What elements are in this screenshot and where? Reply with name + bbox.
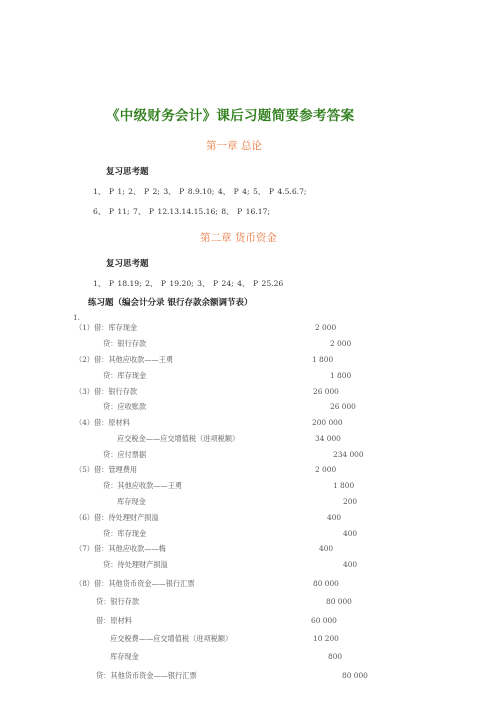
entry-7-debit-amount: 400: [319, 544, 334, 553]
entry-2-debit-amount: 1 800: [312, 355, 334, 364]
entry-5-debit-amount: 2 000: [315, 465, 337, 474]
entry-5-debit: （5）借：管理费用: [75, 465, 138, 474]
entry-9-debit-tax-amount: 10 200: [313, 634, 339, 643]
entry-3-credit: 贷：应收账款: [103, 402, 147, 411]
exercise-label: 练习题（编会计分录 银行存款余额调节表）: [88, 298, 253, 308]
entry-1-credit: 贷：银行存款: [103, 339, 147, 348]
entry-3-debit: （3）借：银行存款: [75, 387, 138, 396]
entry-2-debit: （2）借：其他应收款——王勇: [75, 355, 174, 364]
entry-4-credit: 贷：应付票据: [103, 450, 147, 459]
entry-4-debit: （4）借：原材料: [75, 418, 130, 427]
entry-7-credit: 贷：待处理财产损溢: [103, 560, 168, 569]
entry-9-credit-amount: 80 000: [342, 671, 368, 680]
document-title: 《中级财务会计》课后习题简要参考答案: [106, 108, 355, 124]
entry-4-debit-tax-amount: 34 000: [315, 434, 341, 443]
chapter-2-review-label: 复习思考题: [106, 259, 149, 269]
entry-9-debit: 借：原材料: [96, 616, 132, 625]
entry-6-credit: 贷：库存现金: [103, 529, 147, 538]
entry-6-credit-amount: 400: [343, 529, 358, 538]
entry-6-debit: （6）借：待处理财产损溢: [75, 513, 159, 522]
entry-1-credit-amount: 2 000: [330, 339, 352, 348]
entry-8-debit: （8）借：其他货币资金——银行汇票: [75, 579, 195, 588]
entry-8-debit-amount: 80 000: [313, 579, 339, 588]
entry-7-credit-amount: 400: [343, 560, 358, 569]
entry-9-debit-cash: 库存现金: [110, 652, 139, 661]
entry-4-debit-tax: 应交税金——应交增值税（进项税额）: [117, 434, 240, 443]
chapter-1-refs-line-2: 6、 P 11; 7、 P 12.13.14.15.16; 8、 P 16.17;: [93, 207, 270, 216]
entry-6-debit-amount: 400: [327, 513, 342, 522]
entry-4-debit-amount: 200 000: [312, 418, 343, 427]
entry-1-debit-amount: 2 000: [315, 323, 337, 332]
chapter-1-refs-line-1: 1、 P 1; 2、 P 2; 3、 P 8.9.10; 4、 P 4; 5、 P 4.5.6.7;: [93, 187, 307, 196]
entry-9-credit: 贷：其他货币资金——银行汇票: [96, 671, 197, 680]
chapter-2-heading: 第二章 货币资金: [200, 232, 277, 244]
entry-8-credit-amount: 80 000: [326, 597, 352, 606]
entry-2-credit: 贷：库存现金: [103, 371, 147, 380]
entry-5-credit-cash: 库存现金: [117, 497, 146, 506]
entry-5-credit: 贷：其他应收款——王勇: [103, 481, 183, 490]
entry-8-credit: 贷：银行存款: [96, 597, 140, 606]
entry-9-debit-tax: 应交税费——应交增值税（进项税额）: [110, 634, 233, 643]
entry-9-debit-amount: 60 000: [311, 616, 337, 625]
entry-5-credit-cash-amount: 200: [343, 497, 358, 506]
entry-3-credit-amount: 26 000: [330, 402, 356, 411]
entry-7-debit: （7）借：其他应收款——梅: [75, 544, 166, 553]
entry-3-debit-amount: 26 000: [313, 387, 339, 396]
entry-9-debit-cash-amount: 800: [328, 652, 343, 661]
chapter-2-refs-line: 1、 P 18.19; 2、 P 19.20; 3、 P 24; 4、 P 25.26: [93, 279, 284, 288]
entry-1-debit: （1）借：库存现金: [75, 323, 138, 332]
entry-4-credit-amount: 234 000: [333, 450, 364, 459]
chapter-1-heading: 第一章 总论: [206, 140, 262, 152]
chapter-1-review-label: 复习思考题: [106, 167, 149, 177]
entry-5-credit-amount: 1 800: [333, 481, 355, 490]
entry-2-credit-amount: 1 800: [330, 371, 352, 380]
item-number: 1.: [73, 313, 80, 322]
